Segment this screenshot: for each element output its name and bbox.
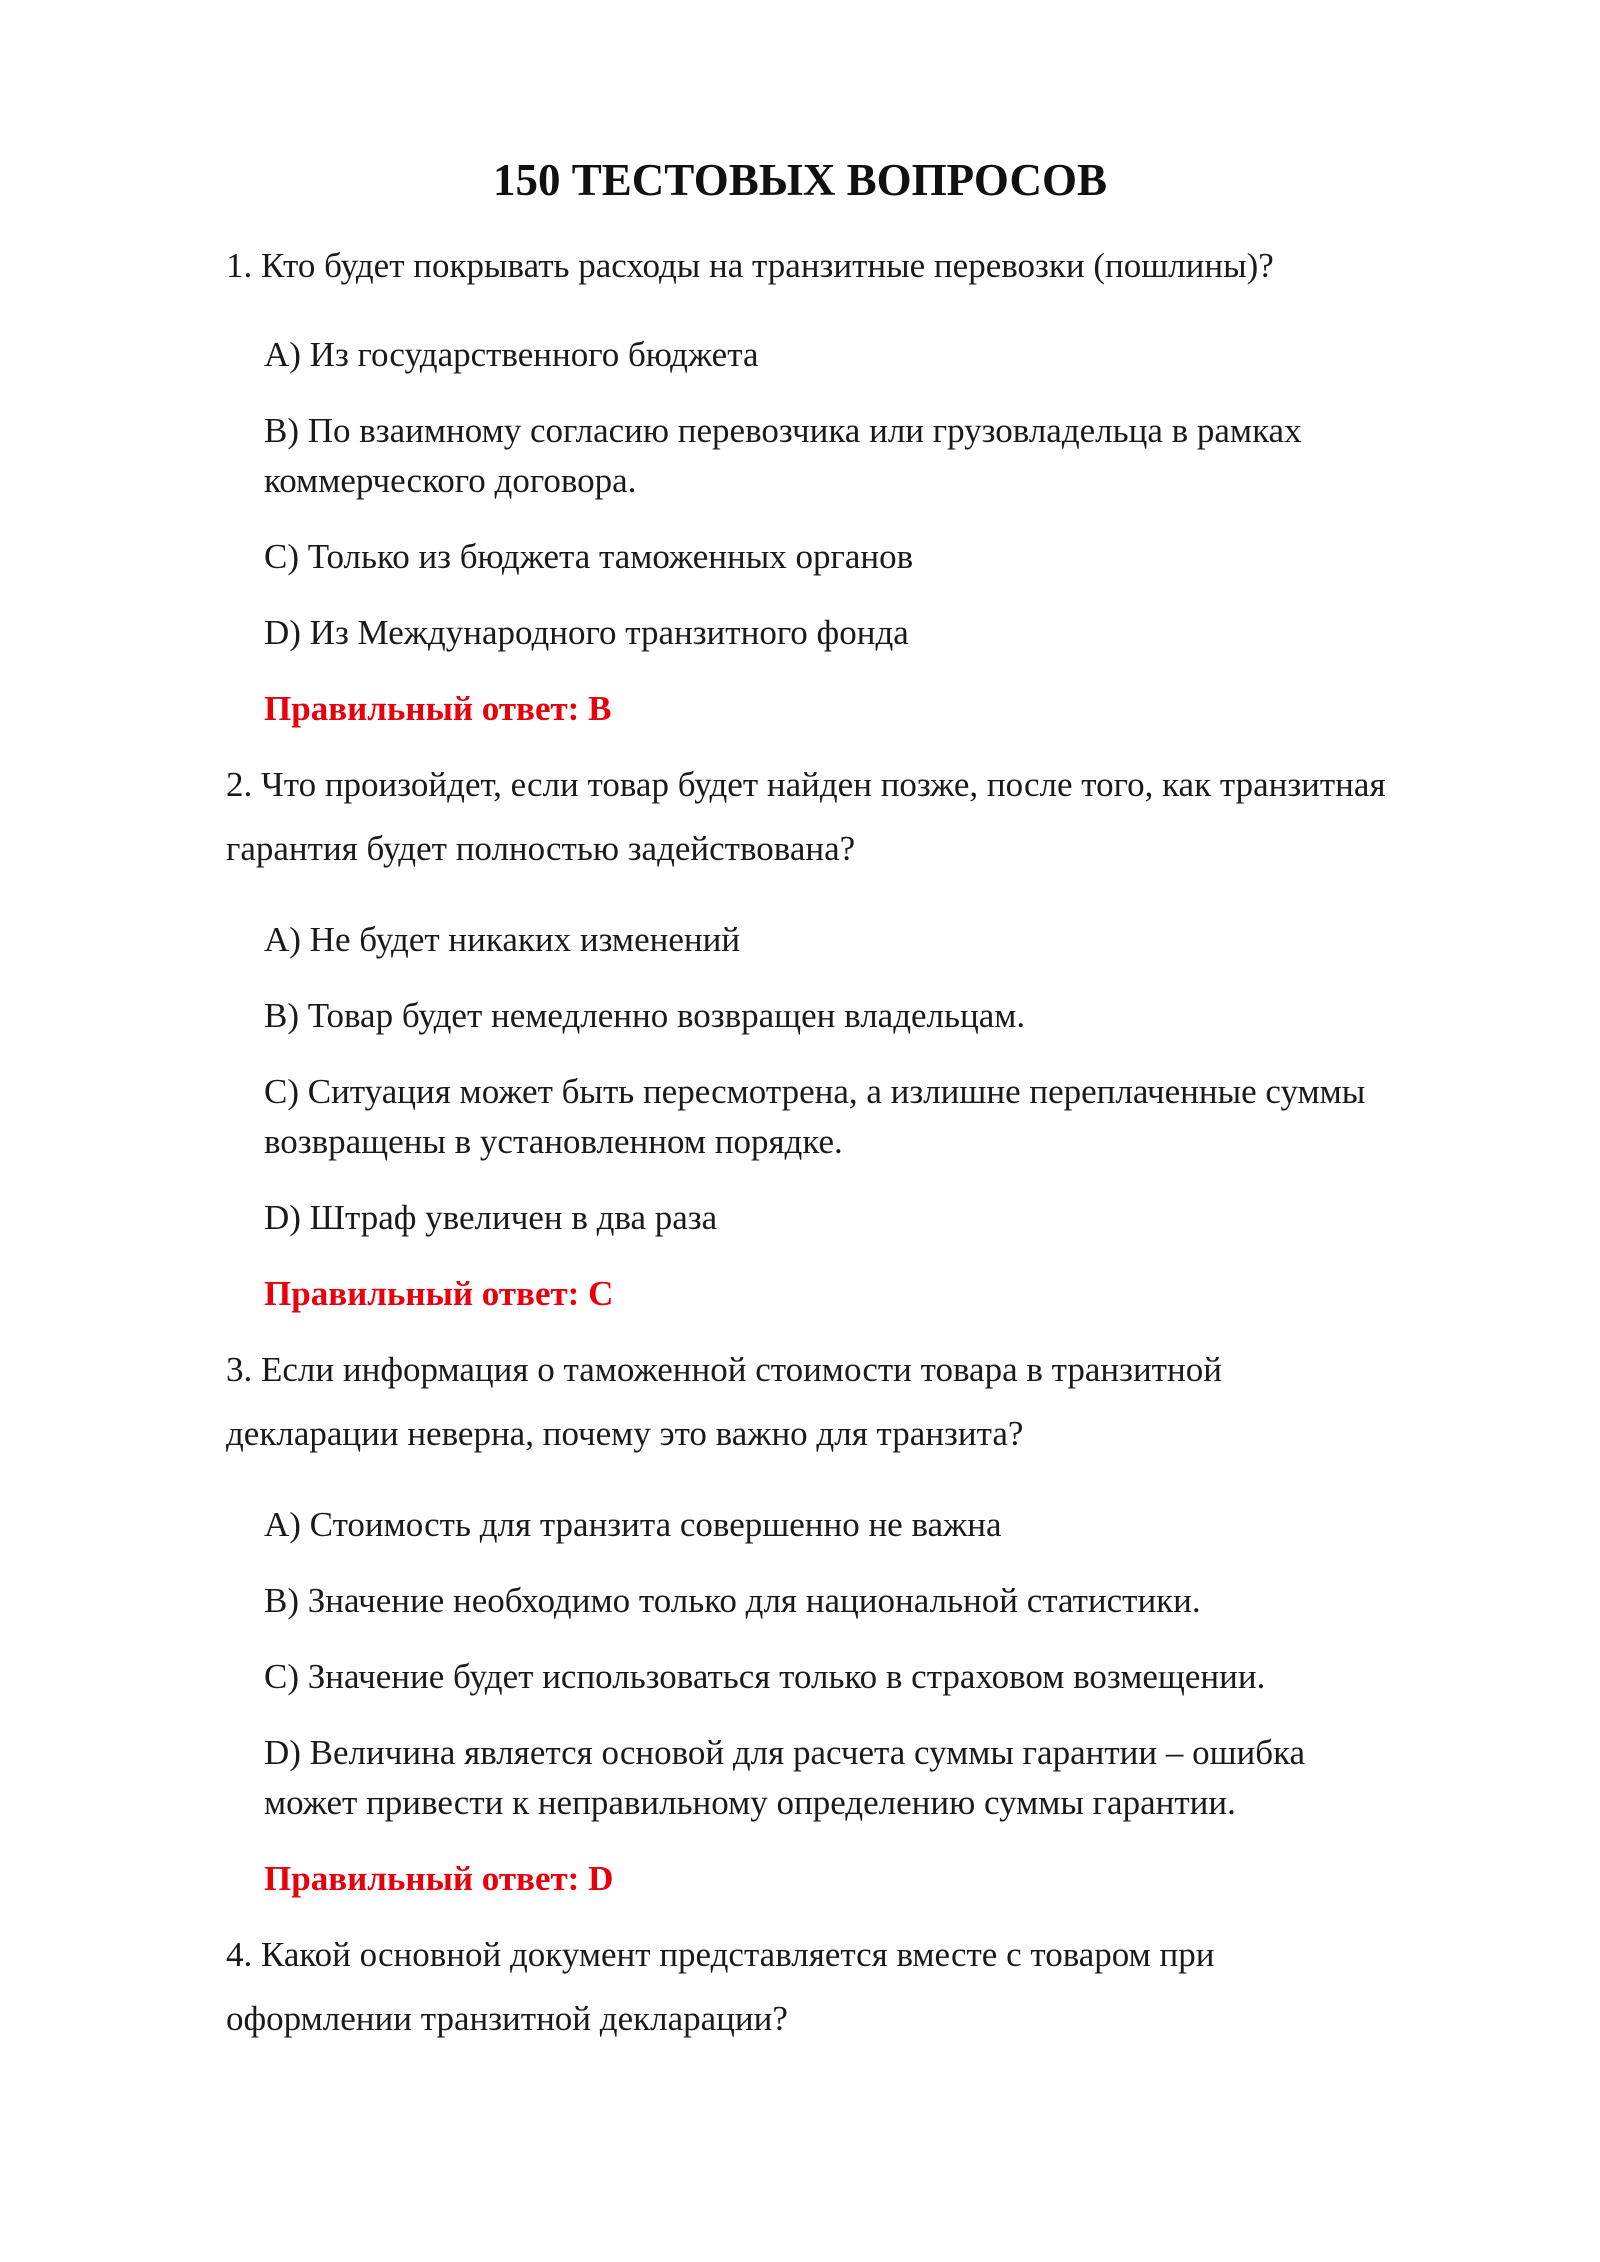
answer-option: A) Из государственного бюджета [264,335,759,374]
answer-option-continuation: возвращены в установленном порядке. [264,1122,843,1161]
question-text-continuation: оформлении транзитной декларации? [226,1999,788,2038]
page-title: 150 ТЕСТОВЫХ ВОПРОСОВ [493,155,1107,205]
answer-option: C) Ситуация может быть пересмотрена, а излишне переплаченные суммы [264,1072,1366,1111]
answer-option: D) Величина является основой для расчета суммы гарантии – ошибка [264,1733,1306,1772]
question-text: 2. Что произойдет, если товар будет найден позже, после того, как транзитная [226,765,1386,804]
correct-answer: Правильный ответ: C [264,1274,614,1313]
answer-option: B) По взаимному согласию перевозчика или грузовладельца в рамках [264,411,1302,450]
question-text: 4. Какой основной документ представляется вместе с товаром при [226,1935,1215,1974]
question-text-continuation: гарантия будет полностью задействована? [226,829,856,868]
question-text-continuation: декларации неверна, почему это важно для транзита? [226,1414,1024,1453]
answer-option-continuation: может привести к неправильному определению суммы гарантии. [264,1783,1236,1822]
answer-option: D) Из Международного транзитного фонда [264,613,909,652]
answer-option: A) Не будет никаких изменений [264,920,741,959]
answer-option: D) Штраф увеличен в два раза [264,1198,718,1237]
answer-option: B) Значение необходимо только для национальной статистики. [264,1581,1201,1620]
correct-answer: Правильный ответ: D [264,1859,614,1898]
correct-answer: Правильный ответ: B [264,689,612,728]
answer-option: C) Только из бюджета таможенных органов [264,537,914,576]
answer-option-continuation: коммерческого договора. [264,461,637,500]
answer-option: B) Товар будет немедленно возвращен владельцам. [264,996,1026,1035]
answer-option: C) Значение будет использоваться только в страховом возмещении. [264,1657,1266,1696]
question-text: 3. Если информация о таможенной стоимости товара в транзитной [226,1350,1222,1389]
question-text: 1. Кто будет покрывать расходы на транзитные перевозки (пошлины)? [226,246,1274,285]
answer-option: A) Стоимость для транзита совершенно не важна [264,1505,1002,1544]
